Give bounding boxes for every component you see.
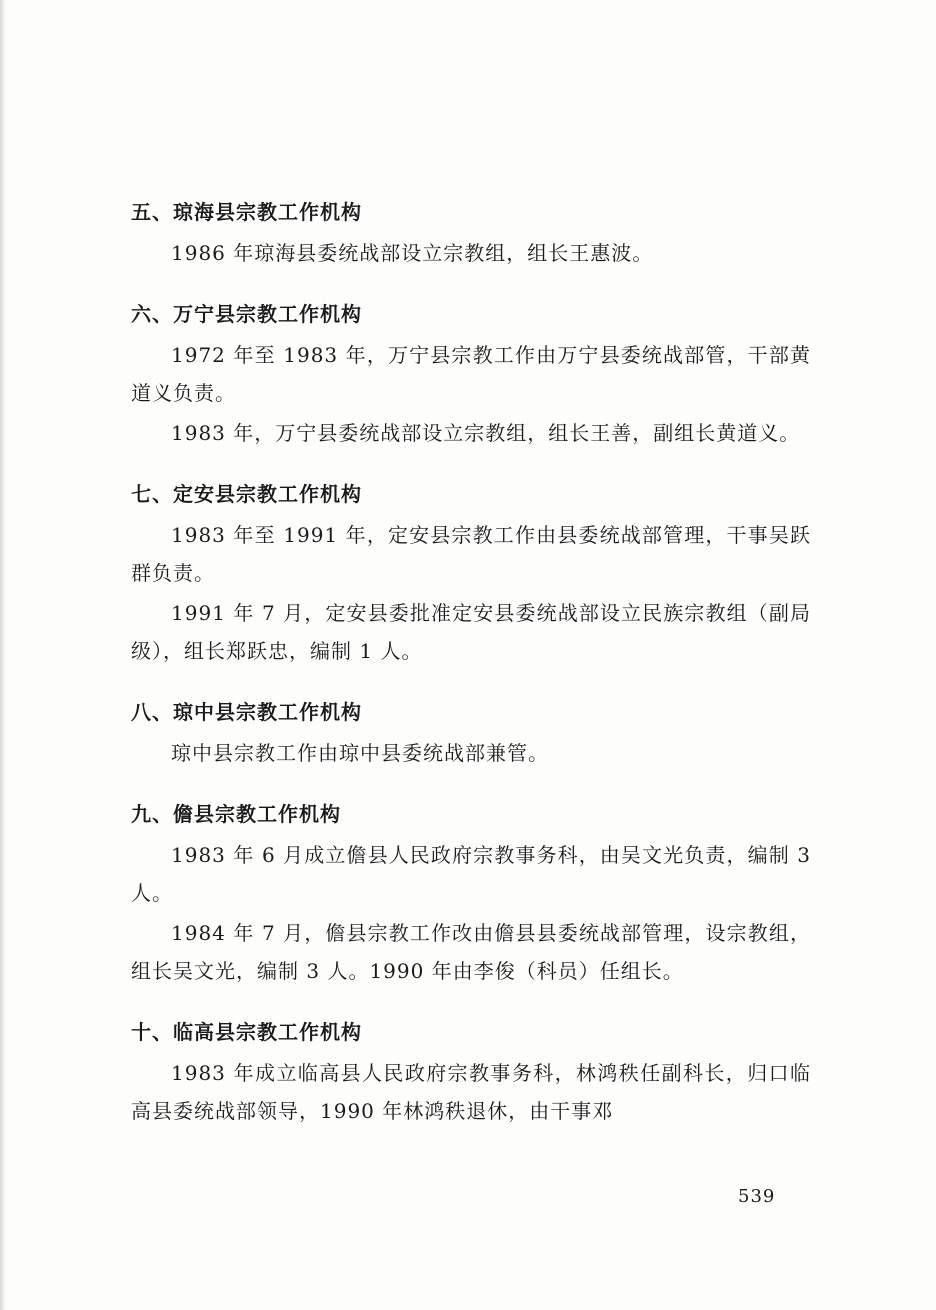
paragraph: 1983 年，万宁县委统战部设立宗教组，组长王善，副组长黄道义。 [171, 421, 801, 445]
paragraph: 1986 年琼海县委统战部设立宗教组，组长王惠波。 [171, 241, 654, 265]
section-danxian [131, 794, 811, 990]
section-heading: 六、万宁县宗教工作机构 [131, 302, 362, 326]
section-heading: 七、定安县宗教工作机构 [131, 482, 362, 506]
scan-edge-shadow [0, 0, 6, 1310]
paragraph: 1983 年成立临高县人民政府宗教事务科，林鸿秩任副科长，归口临高县委统战部领导，1990 年林鸿秩退休，由干事邓 [131, 1061, 811, 1123]
section-lingao [131, 1012, 811, 1130]
section-heading: 十、临高县宗教工作机构 [131, 1020, 362, 1044]
paragraph: 琼中县宗教工作由琼中县委统战部兼管。 [171, 741, 549, 765]
paragraph: 1991 年 7 月，定安县委批准定安县委统战部设立民族宗教组（副局级），组长郑跃忠，编制 1 人。 [131, 601, 811, 663]
section-qionghai [131, 192, 811, 272]
paragraph: 1983 年至 1991 年，定安县宗教工作由县委统战部管理，干事吴跃群负责。 [131, 523, 811, 585]
section-wanning [131, 294, 811, 452]
section-heading: 八、琼中县宗教工作机构 [131, 700, 362, 724]
section-ding-an [131, 474, 811, 670]
paragraph: 1983 年 6 月成立儋县人民政府宗教事务科，由吴文光负责，编制 3 人。 [131, 843, 811, 905]
section-qiongzhong [131, 692, 811, 772]
page-body [131, 192, 811, 1130]
paragraph: 1984 年 7 月，儋县宗教工作改由儋县县委统战部管理，设宗教组，组长吴文光，编制 3 人。1990 年由李俊（科员）任组长。 [131, 921, 811, 983]
section-heading: 五、琼海县宗教工作机构 [131, 200, 362, 224]
page-number: 539 [738, 1186, 776, 1207]
paragraph: 1972 年至 1983 年，万宁县宗教工作由万宁县委统战部管，干部黄道义负责。 [131, 343, 811, 405]
section-heading: 九、儋县宗教工作机构 [131, 802, 341, 826]
